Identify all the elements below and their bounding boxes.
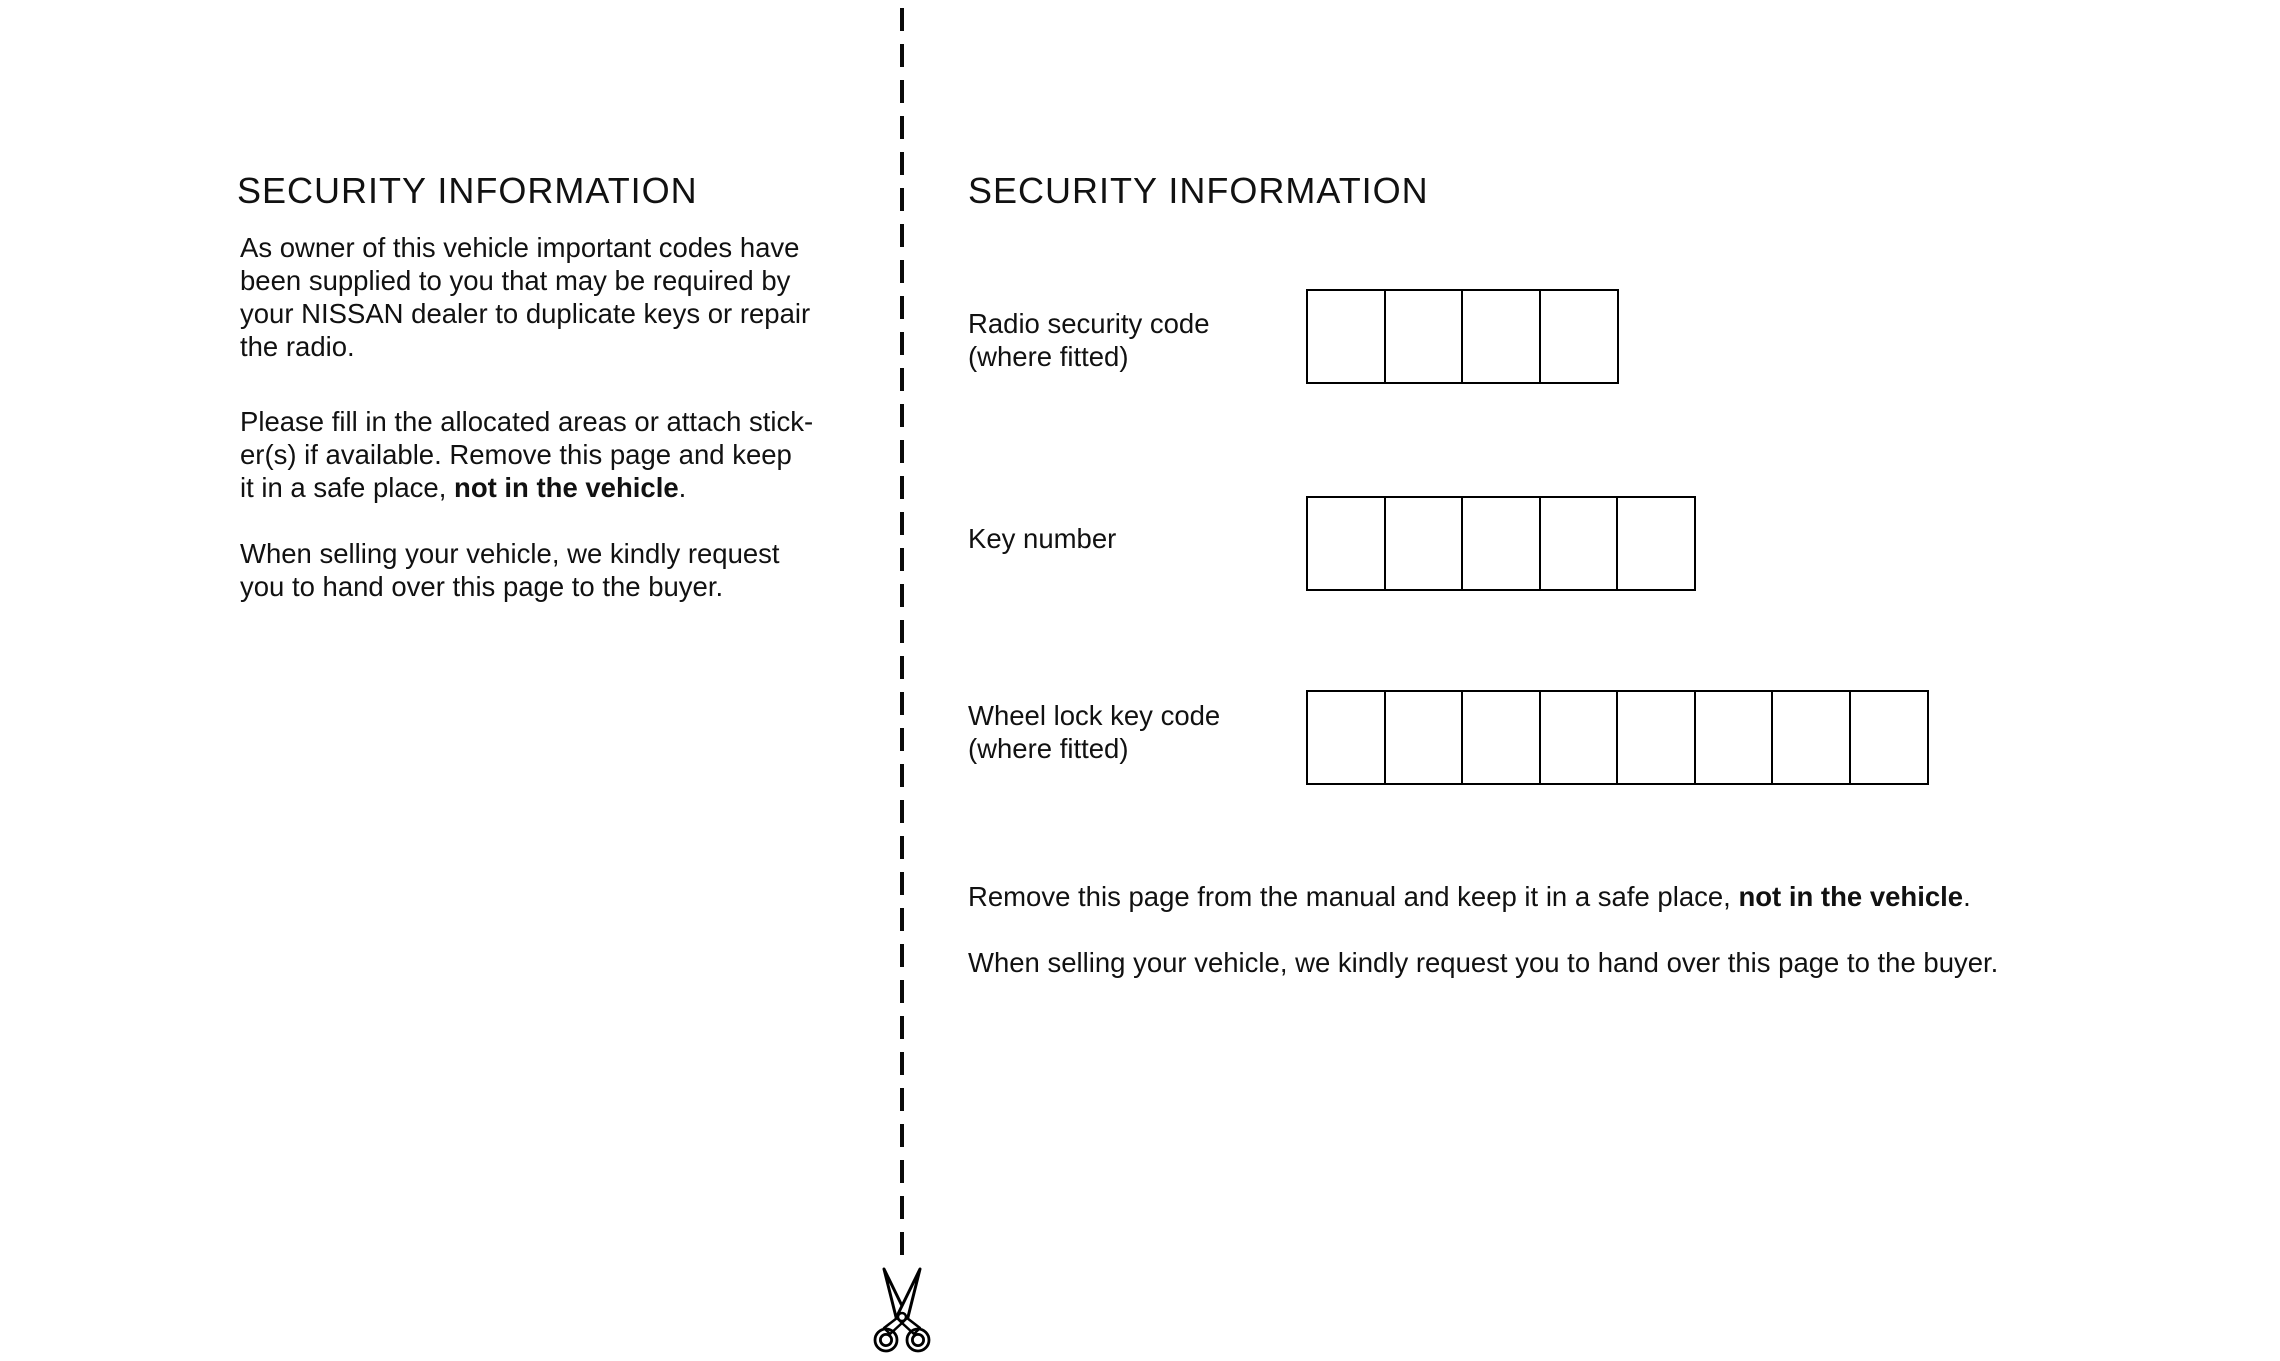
code-box-cell[interactable] (1539, 496, 1619, 591)
paragraph-line: Please fill in the allocated areas or attach stick- (240, 406, 814, 437)
paragraph-text: it in a safe place, (240, 472, 455, 503)
left-paragraph-owner-codes (240, 231, 810, 363)
code-box-cell[interactable] (1384, 496, 1464, 591)
key-number-label (968, 522, 1116, 555)
left-paragraph-fill-in (240, 405, 813, 504)
scissors-icon (869, 1264, 935, 1356)
code-box-cell[interactable] (1694, 690, 1774, 785)
field-label-line: (where fitted) (968, 733, 1129, 764)
code-box-cell[interactable] (1461, 289, 1541, 384)
left-paragraph-selling (240, 537, 780, 603)
field-label-line: Radio security code (968, 308, 1210, 339)
paragraph-line: you to hand over this page to the buyer. (240, 571, 724, 602)
field-label-line: (where fitted) (968, 341, 1129, 372)
field-label-line: Wheel lock key code (968, 700, 1221, 731)
not-in-vehicle-emphasis: not in the vehicle (1738, 881, 1964, 912)
paragraph-line (240, 471, 813, 504)
code-box-cell[interactable] (1306, 496, 1386, 591)
not-in-vehicle-emphasis: not in the vehicle (454, 472, 679, 503)
paragraph-text: . (678, 472, 687, 503)
paragraph-line: your NISSAN dealer to duplicate keys or repair (240, 298, 811, 329)
paragraph-line: been supplied to you that may be required by (240, 265, 791, 296)
key-number-boxes (1306, 496, 1696, 591)
code-box-cell[interactable] (1306, 690, 1386, 785)
code-box-cell[interactable] (1616, 496, 1696, 591)
wheel-lock-key-code-boxes (1306, 690, 1929, 785)
radio-security-code-label (968, 307, 1210, 373)
selling-vehicle-note: When selling your vehicle, we kindly request you to hand over this page to the buyer. (968, 947, 1999, 978)
radio-security-code-boxes (1306, 289, 1619, 384)
cut-line (900, 8, 904, 1260)
code-box-cell[interactable] (1384, 289, 1464, 384)
right-page-title: SECURITY INFORMATION (968, 170, 1429, 211)
code-box-cell[interactable] (1461, 496, 1541, 591)
paragraph-line: When selling your vehicle, we kindly request (240, 538, 780, 569)
note-text: Remove this page from the manual and keep it in a safe place, (968, 881, 1739, 912)
wheel-lock-key-code-label (968, 699, 1220, 765)
code-box-cell[interactable] (1539, 289, 1619, 384)
code-box-cell[interactable] (1384, 690, 1464, 785)
code-box-cell[interactable] (1461, 690, 1541, 785)
paragraph-line: As owner of this vehicle important codes have (240, 232, 800, 263)
note-text: . (1963, 881, 1971, 912)
code-box-cell[interactable] (1849, 690, 1929, 785)
code-box-cell[interactable] (1616, 690, 1696, 785)
code-box-cell[interactable] (1539, 690, 1619, 785)
left-page-title: SECURITY INFORMATION (237, 170, 698, 211)
paragraph-line: er(s) if available. Remove this page and keep (240, 439, 792, 470)
remove-page-note (968, 880, 1971, 914)
code-box-cell[interactable] (1771, 690, 1851, 785)
paragraph-line: the radio. (240, 331, 355, 362)
field-label-line: Key number (968, 523, 1117, 554)
code-box-cell[interactable] (1306, 289, 1386, 384)
